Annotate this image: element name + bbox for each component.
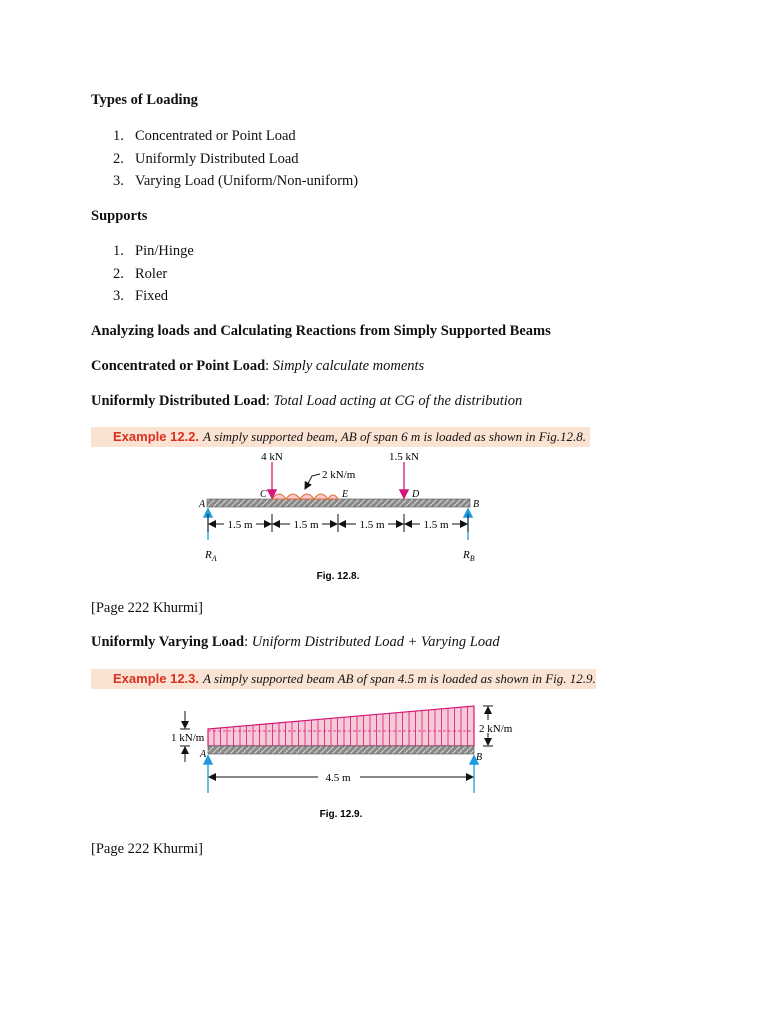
reaction-b-label: $R_B$: [463, 549, 475, 563]
point-a-label-2: A: [200, 749, 207, 760]
dim-2-label: 1.5 m: [293, 519, 319, 531]
fig-12-8-caption: Fig. 12.8.: [316, 571, 360, 582]
varying-load: [208, 706, 474, 746]
beam-2: [208, 746, 474, 754]
dim-1-label: 1.5 m: [227, 519, 253, 531]
point-d-label: D: [412, 489, 420, 500]
list-item: 1. Concentrated or Point Load: [113, 128, 296, 144]
span-label: 4.5 m: [325, 772, 351, 784]
list-item: 2. Roler: [113, 265, 168, 282]
example-12-2-banner: Example 12.2. A simply supported beam, AB of span 6 m is loaded as shown in Fig.12.8.: [91, 427, 590, 447]
right-load-label: 2 kN/m: [479, 723, 513, 735]
point-b-label-2: B: [476, 752, 483, 763]
reaction-a-label: $R_A$: [205, 549, 217, 563]
analyzing-heading: Analyzing loads and Calculating Reactions from Simply Supported Beams: [91, 323, 551, 339]
point-e-label: E: [342, 489, 349, 500]
citation-1: [Page 222 Khurmi]: [91, 600, 203, 616]
list-item: 2. Uniformly Distributed Load: [113, 150, 299, 167]
dim-4-label: 1.5 m: [423, 519, 449, 531]
types-of-loading-heading: Types of Loading: [91, 92, 198, 108]
point-load-paragraph: Concentrated or Point Load: Simply calculate moments: [91, 358, 425, 374]
list-item: 3. Varying Load (Uniform/Non-uniform): [113, 173, 359, 189]
citation-2: [Page 222 Khurmi]: [91, 841, 203, 857]
list-item: 1. Pin/Hinge: [113, 243, 194, 259]
point-a-label: A: [199, 499, 206, 510]
dim-3-label: 1.5 m: [359, 519, 385, 531]
load-d-label: 1.5 kN: [389, 451, 419, 463]
point-b-label: B: [473, 499, 480, 510]
udl-leader: [305, 474, 320, 489]
example-12-3-banner: Example 12.3. A simply supported beam AB of span 4.5 m is loaded as shown in Fig. 12.9.: [91, 669, 596, 689]
point-c-label: C: [260, 489, 267, 500]
beam: [207, 499, 470, 507]
supports-heading: Supports: [91, 208, 148, 224]
udl-load: [272, 494, 338, 499]
left-load-label: 1 kN/m: [171, 732, 205, 744]
list-item: 3. Fixed: [113, 288, 169, 304]
udl-paragraph: Uniformly Distributed Load: Total Load acting at CG of the distribution: [91, 393, 523, 409]
fig-12-9-caption: Fig. 12.9.: [319, 809, 363, 820]
uvl-paragraph: Uniformly Varying Load: Uniform Distributed Load + Varying Load: [91, 634, 500, 650]
udl-label: 2 kN/m: [322, 469, 356, 481]
load-c-label: 4 kN: [261, 451, 283, 463]
